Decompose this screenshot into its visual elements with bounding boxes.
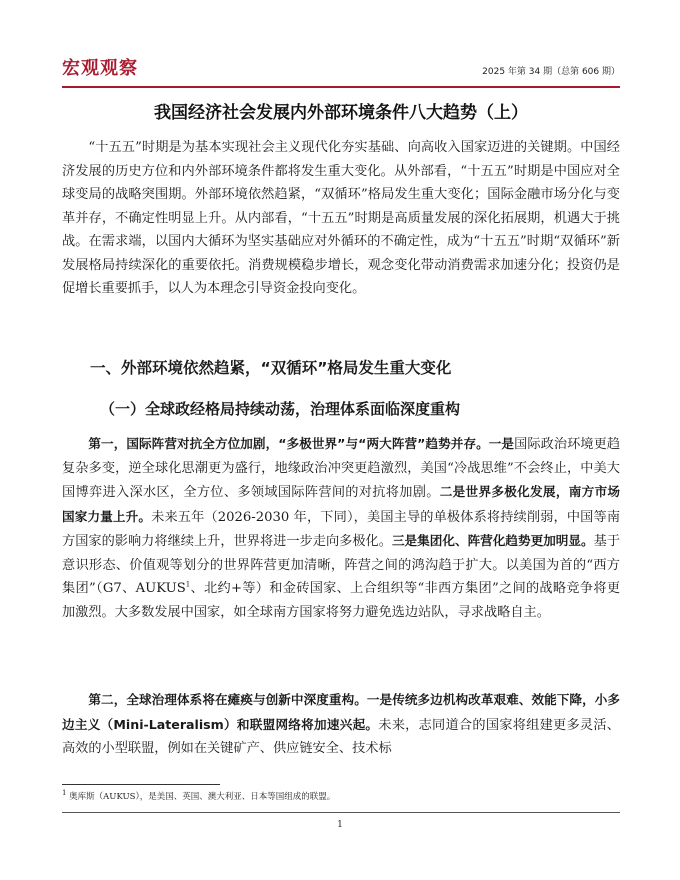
footer-divider — [62, 812, 620, 813]
subsection-heading-1: （一）全球政经格局持续动荡，治理体系面临深度重构 — [100, 400, 461, 418]
header-divider — [62, 86, 620, 88]
para1-point2: 二是世界多极化发展，南方市场国家力量上升。 — [62, 484, 621, 524]
footnote-text: 奥库斯（AUKUS），是美国、英国、澳大利亚、日本等国组成的联盟。 — [69, 792, 336, 802]
para1-text2: 未来五年（2026-2030 年，下同），美国主导的单极体系将持续削弱，中国等南方国家的影响力将继续上升，世界将进一步走向多极化。 — [62, 509, 621, 549]
footnote-mark: 1 — [62, 789, 67, 798]
brand-title: 宏观观察 — [62, 58, 138, 79]
footnote-divider — [62, 784, 220, 785]
page-header — [62, 54, 620, 86]
para1-text1: 国际政治环境更趋复杂多变，逆全球化思潮更为盛行，地缘政治冲突更趋激烈，美国“冷战思维”不会终止，中美大国博弈进入深水区，全方位、多领域国际阵营间的对抗将加剧。 — [62, 437, 621, 500]
article-title: 我国经济社会发展内外部环境条件八大趋势（上） — [154, 103, 528, 123]
para1-text3a: 基于意识形态、价值观等划分的世界阵营更加清晰，阵营之间的鸿沟趋于扩大。以美国为首的“西方集团”（G7、AUKUS — [62, 534, 621, 596]
footnote-ref[interactable]: 1 — [185, 580, 191, 589]
paragraph-second — [62, 688, 620, 761]
para2-text: 未来，志同道合的国家将组建更多灵活、高效的小型联盟，例如在关键矿产、供应链安全、技术标 — [62, 717, 620, 756]
paragraph-first — [62, 432, 620, 624]
para2-lead: 第二，全球治理体系将在瘫痪与创新中深度重构。一是传统多边机构改革艰难、效能下降，小多边主义（Mini-Lateralism）和联盟网络将加速兴起。 — [62, 692, 620, 732]
issue-number: 2025 年第 34 期（总第 606 期） — [482, 67, 620, 77]
para1-text3b: 、北约+等）和金砖国家、上合组织等“非西方集团”之间的战略竞争将更加激烈。大多数发展中国家，如全球南方国家将努力避免选边站队，寻求战略自主。 — [62, 581, 621, 620]
page-number: 1 — [337, 820, 343, 830]
intro-paragraph: “十五五”时期是为基本实现社会主义现代化夯实基础、向高收入国家迈进的关键期。中国经济发展的历史方位和内外部环境条件都将发生重大变化。从外部看，“十五五”时期是中国应对全球变局的战略突围期。外部环境依然趋紧，“双循环”格局发生重大变化；国际金融市场分化与变革并存，不确定性明显上升。从内部看，“十五五”时期是高质量发展的深化拓展期，机遇大于挑战。在需求端，以国内大循环为坚实基础应对外循环的不确定性，成为“十五五”时期“双循环”新发展格局持续深化的重要依托。消费规模稳步增长，观念变化带动消费需求加速分化；投资仍是促增长重要抓手，以人为本理念引导资金投向变化。 — [62, 140, 620, 296]
para1-point3: 三是集团化、阵营化趋势更加明显。 — [391, 533, 594, 548]
footnote — [62, 790, 620, 802]
para1-lead-b: 一是 — [488, 436, 515, 451]
para1-lead: 第一，国际阵营对抗全方位加剧，“多极世界”与“两大阵营”趋势并存。 — [88, 436, 489, 451]
section-heading-1: 一、外部环境依然趋紧，“双循环”格局发生重大变化 — [90, 359, 452, 377]
